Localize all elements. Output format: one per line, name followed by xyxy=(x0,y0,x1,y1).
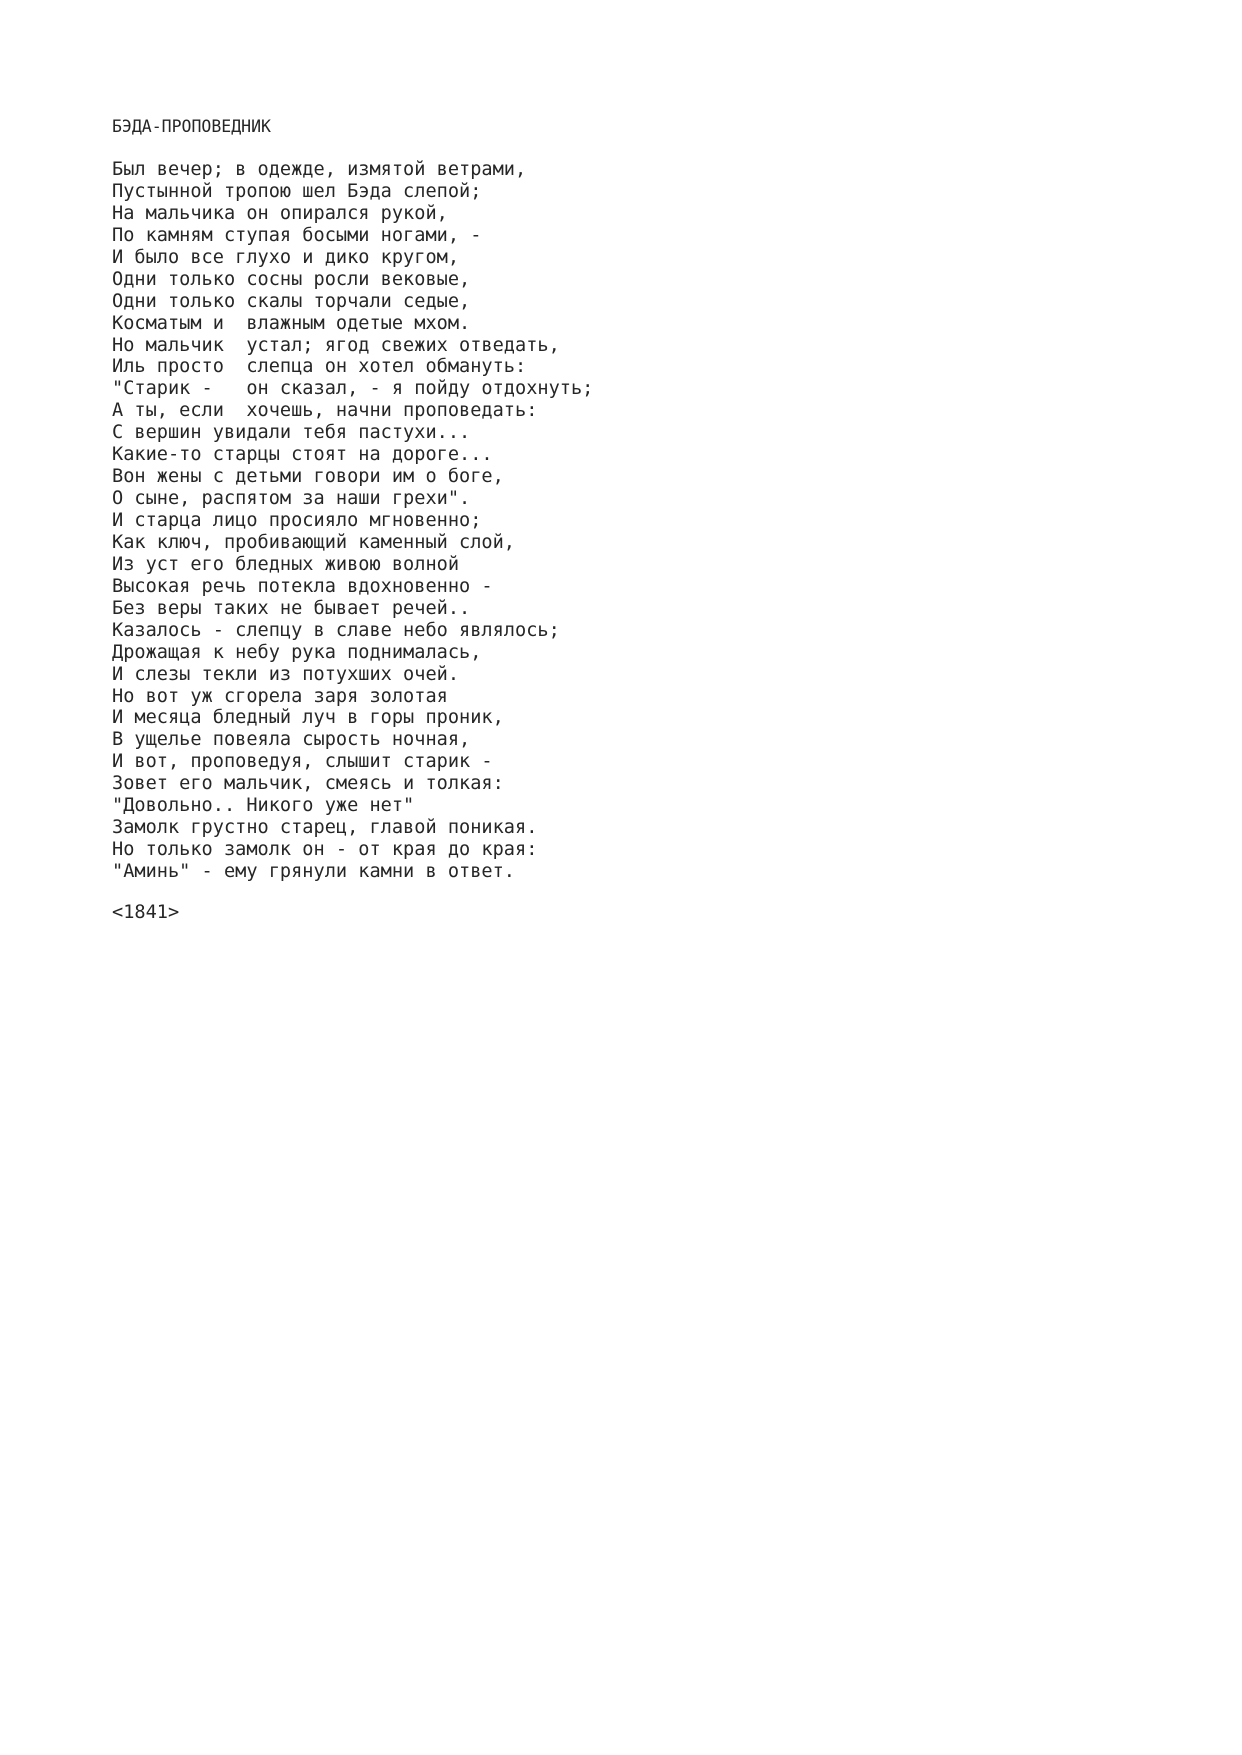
poem-line: И старца лицо просияло мгновенно; xyxy=(112,510,482,531)
poem-line: И месяца бледный луч в горы проник, xyxy=(112,707,504,729)
poem-line: Одни только сосны росли вековые, xyxy=(112,268,471,290)
poem-line: Без веры таких не бывает речей.. xyxy=(112,597,471,619)
poem-line: И вот, проповедуя, слышит старик - xyxy=(112,751,493,773)
poem-line: "Довольно.. Никого уже нет" xyxy=(112,795,415,817)
poem-line: Какие-то старцы стоят на дороге... xyxy=(112,444,493,466)
poem-line: Но вот уж сгорела заря золотая xyxy=(112,685,448,707)
poem-body xyxy=(112,159,593,883)
poem-line: Одни только скалы торчали седые, xyxy=(112,290,471,312)
poem-line: "Старик - он сказал, - я пойду отдохнуть; xyxy=(112,378,594,400)
poem-line: Пустынной тропою шел Бэда слепой; xyxy=(112,180,482,202)
poem-line: Но только замолк он - от края до края: xyxy=(112,839,538,861)
poem-line: С вершин увидали тебя пастухи... xyxy=(112,422,471,444)
poem-line: Зовет его мальчик, смеясь и толкая: xyxy=(112,773,504,795)
poem-line: Вон жены с детьми говори им о боге, xyxy=(112,466,504,488)
poem-line: Косматым и влажным одетые мхом. xyxy=(112,312,471,334)
poem-line: Казалось - слепцу в славе небо являлось; xyxy=(112,619,560,641)
poem-line: О сыне, распятом за наши грехи". xyxy=(112,488,471,510)
poem-line: И было все глухо и дико кругом, xyxy=(112,246,460,268)
poem-line: Но мальчик устал; ягод свежих отведать, xyxy=(112,334,560,356)
poem-line: Как ключ, пробивающий каменный слой, xyxy=(112,531,515,553)
poem-line: Замолк грустно старец, главой поникая. xyxy=(112,817,538,839)
poem-line: По камням ступая босыми ногами, - xyxy=(112,224,482,246)
poem-line: Высокая речь потекла вдохновенно - xyxy=(112,575,493,597)
poem-line: И слезы текли из потухших очей. xyxy=(112,663,460,685)
poem-line: Иль просто слепца он хотел обмануть: xyxy=(112,356,527,378)
poem-line: А ты, если хочешь, начни проповедать: xyxy=(112,400,538,422)
poem-title: БЭДА-ПРОПОВЕДНИК xyxy=(112,117,271,136)
poem-line: Из уст его бледных живою волной xyxy=(112,553,460,575)
poem-line: На мальчика он опирался рукой, xyxy=(112,202,448,224)
poem-line: "Аминь" - ему грянули камни в ответ. xyxy=(112,861,515,882)
poem-date: <1841> xyxy=(112,902,180,923)
poem-line: В ущелье повеяла сырость ночная, xyxy=(112,729,471,751)
poem-line: Был вечер; в одежде, измятой ветрами, xyxy=(112,159,527,180)
poem-line: Дрожащая к небу рука поднималась, xyxy=(112,641,482,663)
